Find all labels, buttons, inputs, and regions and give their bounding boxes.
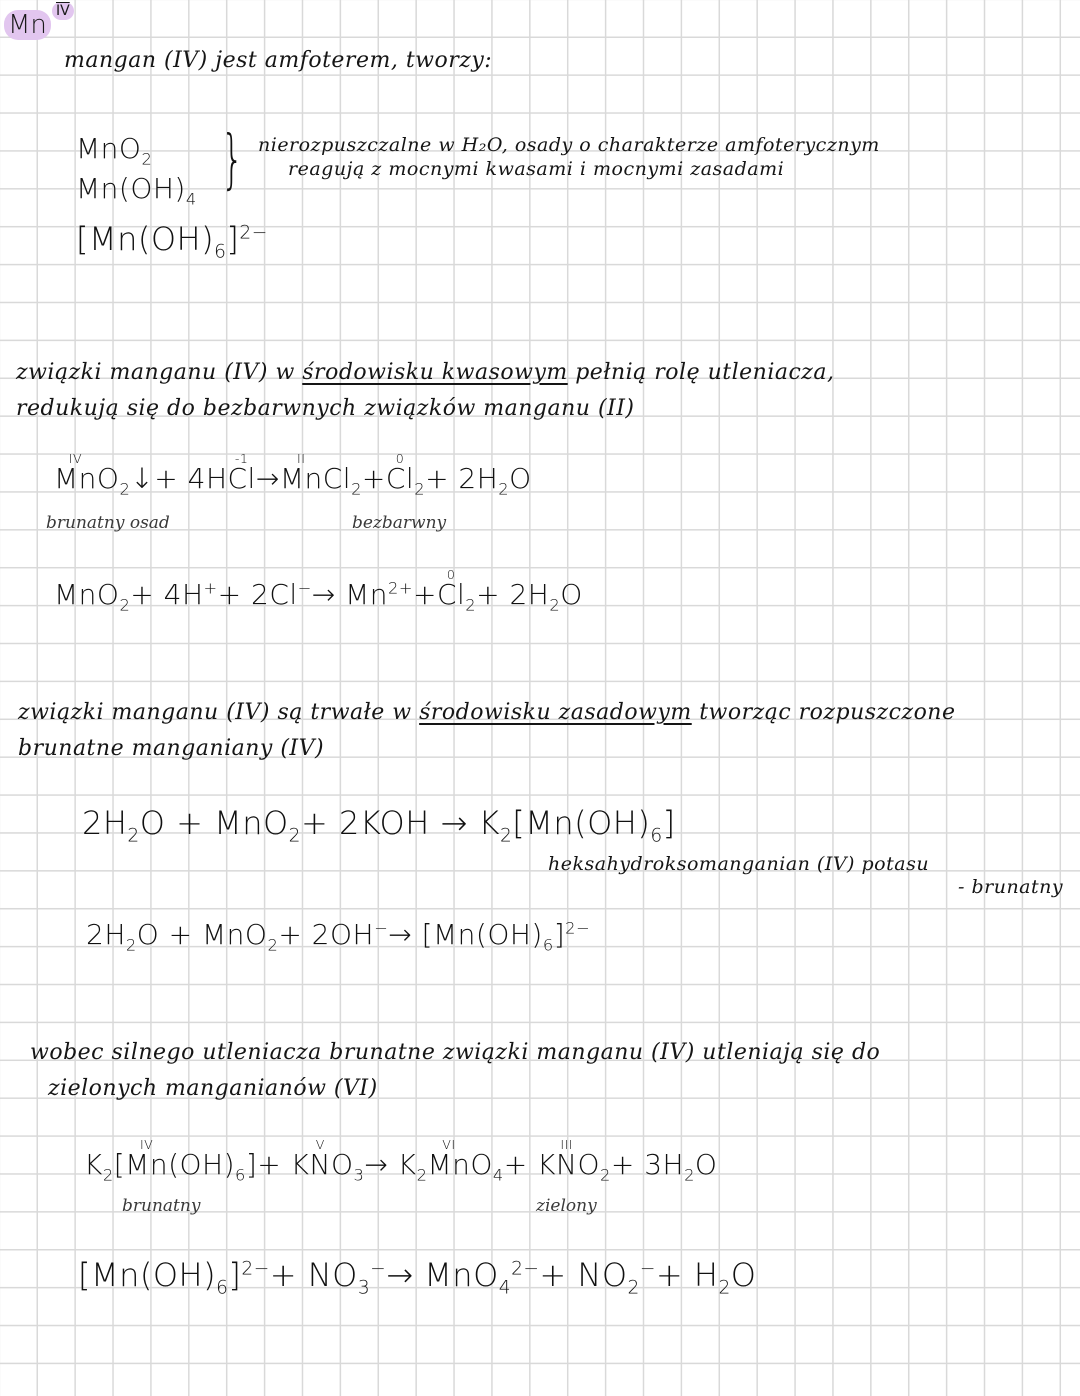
- note-zielony: zielony: [536, 1196, 597, 1216]
- formula-text: Mn(OH): [76, 172, 186, 205]
- subscript: 2: [119, 479, 131, 499]
- oxidation-state-label: IV: [68, 450, 83, 466]
- formula-text: +: [361, 462, 386, 495]
- formula-text: (OH): [168, 1148, 236, 1181]
- subscript: 6: [216, 1277, 229, 1299]
- formula-text: → [Mn(OH): [388, 918, 543, 951]
- subscript: 2: [549, 595, 561, 615]
- formula-text: ]: [662, 804, 676, 842]
- formula-text: → Mn: [311, 578, 389, 611]
- oxidation-state-label: II: [297, 450, 306, 466]
- oxidation-line2: zielonych manganianów (VI): [48, 1076, 378, 1101]
- formula-text: O: [96, 462, 120, 495]
- superscript: 2−: [511, 1258, 540, 1280]
- formula-text: O: [577, 1148, 600, 1181]
- subscript: 3: [353, 1165, 365, 1185]
- subscript: 2: [351, 479, 362, 499]
- note-potassium-hexahydroxomanganate: heksahydroksomanganian (IV) potasu: [548, 853, 930, 875]
- subscript: 4: [492, 1165, 504, 1185]
- formula-text: → K: [364, 1148, 417, 1181]
- formula-text: + K: [503, 1148, 556, 1181]
- oxidation-state-label: III: [560, 1136, 574, 1152]
- acidic-equation-ionic: [54, 566, 583, 615]
- formula-text: [Mn(OH): [78, 1256, 217, 1294]
- subscript: 2: [599, 1165, 611, 1185]
- curly-brace-icon: }: [221, 123, 244, 197]
- formula-text: [Mn(OH): [76, 220, 215, 258]
- formula-text: + H: [655, 1256, 719, 1294]
- formula-text: + 4H: [154, 462, 228, 495]
- subscript: 2: [684, 1165, 695, 1185]
- title-oxidation-state: $\overline{IV}$: [52, 2, 74, 20]
- oxidation-state-label: -1: [234, 450, 249, 466]
- subscript: 6: [542, 935, 554, 955]
- basic-line1: związki manganu (IV) są trwałe w środowisku zasadowym tworząc rozpuszczone: [18, 700, 956, 725]
- superscript: −: [374, 918, 389, 938]
- formula-text: → MnO: [386, 1256, 499, 1294]
- formula-text: O + MnO: [139, 804, 289, 842]
- superscript: −: [370, 1258, 387, 1280]
- subscript: 4: [185, 189, 197, 209]
- page-title: [4, 3, 70, 40]
- compound-mno2: [76, 132, 152, 169]
- subscript: 2: [288, 825, 301, 847]
- formula-text: MnO: [76, 132, 142, 165]
- element-with-oxidation-state: Mn IV: [125, 1136, 169, 1181]
- superscript: 2−: [239, 222, 268, 244]
- superscript: −: [639, 1258, 656, 1280]
- subscript: 2: [267, 935, 279, 955]
- element-with-oxidation-state: N V: [309, 1136, 331, 1181]
- superscript: 2−: [241, 1258, 270, 1280]
- superscript: −: [297, 578, 312, 598]
- title-symbol: Mn: [4, 10, 51, 40]
- acidic-underlined-term: środowisku kwasowym: [302, 360, 568, 385]
- element-with-oxidation-state: Cl 0: [385, 450, 415, 495]
- subscript: 2: [414, 479, 426, 499]
- subscript: 2: [499, 825, 513, 847]
- note-bezbarwny: bezbarwny: [352, 513, 447, 533]
- subscript: 2: [141, 149, 153, 169]
- superscript: +: [203, 578, 218, 598]
- acidic-line1: związki manganu (IV) w środowisku kwasowym pełnią rolę utleniacza,: [16, 360, 835, 385]
- oxidation-equation-ionic: [78, 1256, 756, 1298]
- oxidation-state-label: VI: [442, 1136, 456, 1152]
- brace-note-line2: reagują z mocnymi kwasami i mocnymi zasadami: [288, 158, 785, 180]
- basic-equation-ionic: [86, 918, 590, 955]
- formula-text: O: [509, 462, 532, 495]
- subscript: 6: [235, 1165, 246, 1185]
- subscript: 4: [498, 1277, 512, 1299]
- formula-text: [: [113, 1148, 126, 1181]
- formula-text: ]: [245, 1148, 258, 1181]
- formula-text: [Mn(OH): [512, 804, 651, 842]
- element-with-oxidation-state: Cl 0: [436, 566, 466, 611]
- subscript: 3: [357, 1277, 371, 1299]
- subscript: 2: [127, 825, 140, 847]
- formula-text: Cl: [322, 462, 352, 495]
- formula-text: O + MnO: [136, 918, 268, 951]
- superscript: 2−: [565, 918, 591, 938]
- subscript: 2: [498, 479, 510, 499]
- brace-note-line1: nierozpuszczalne w H₂O, osady o charakterze amfoterycznym: [258, 134, 880, 156]
- formula-text: + NO: [269, 1256, 358, 1294]
- subscript: 6: [650, 825, 663, 847]
- formula-text: +: [412, 578, 437, 611]
- formula-text: ]: [553, 918, 566, 951]
- note-brunatny-basic: - brunatny: [958, 876, 1064, 898]
- formula-text: MnO: [54, 578, 120, 611]
- subscript: 2: [627, 1277, 640, 1299]
- oxidation-state-label: 0: [446, 566, 456, 582]
- subscript: 2: [102, 1165, 114, 1185]
- oxidation-line1: wobec silnego utleniacza brunatne związki manganu (IV) utleniają się do: [30, 1040, 881, 1065]
- formula-text: O: [694, 1148, 718, 1181]
- basic-equation-molecular: [82, 804, 676, 846]
- formula-text: 2H: [82, 804, 128, 842]
- element-with-oxidation-state: N III: [555, 1136, 578, 1181]
- formula-text: O: [330, 1148, 354, 1181]
- superscript: 2+: [388, 578, 413, 598]
- formula-text: + K: [257, 1148, 310, 1181]
- subscript: 2: [416, 1165, 428, 1185]
- compound-mnoh6-ion: [76, 220, 268, 262]
- subscript: 6: [214, 241, 227, 263]
- formula-text: →: [255, 462, 280, 495]
- formula-text: + 2H: [425, 462, 499, 495]
- oxidation-equation-molecular: [84, 1136, 718, 1185]
- note-brunatny-osad: brunatny osad: [46, 513, 170, 533]
- note-brunatny-oxidation: brunatny: [122, 1196, 201, 1216]
- subscript: 2: [125, 935, 137, 955]
- formula-text: 2H: [86, 918, 126, 951]
- compound-mnoh4: [76, 172, 197, 209]
- subscript: 2: [718, 1277, 731, 1299]
- formula-text: + 2Cl: [217, 578, 298, 611]
- element-with-oxidation-state: Mn VI: [427, 1136, 471, 1181]
- subscript: 2: [119, 595, 131, 615]
- intro-text: mangan (IV) jest amfoterem, tworzy:: [64, 48, 493, 73]
- formula-text: + 2OH: [278, 918, 375, 951]
- formula-text: + NO: [539, 1256, 628, 1294]
- element-with-oxidation-state: Mn IV: [54, 450, 97, 495]
- element-with-oxidation-state: Cl -1: [227, 450, 256, 495]
- acidic-equation-molecular: [54, 450, 532, 499]
- formula-text: O: [560, 578, 583, 611]
- formula-text: + 4H: [130, 578, 204, 611]
- oxidation-state-label: IV: [139, 1136, 154, 1152]
- formula-text: ]: [228, 1256, 242, 1294]
- basic-line2: brunatne manganiany (IV): [18, 736, 325, 761]
- formula-text: ]: [226, 220, 240, 258]
- formula-text: O: [730, 1256, 757, 1294]
- formula-text: + 3H: [610, 1148, 685, 1181]
- formula-text: K: [84, 1148, 103, 1181]
- formula-text: + 2H: [476, 578, 550, 611]
- basic-underlined-term: środowisku zasadowym: [419, 700, 692, 725]
- formula-text: ↓: [130, 462, 155, 495]
- formula-text: + 2KOH → K: [300, 804, 500, 842]
- subscript: 2: [465, 595, 477, 615]
- oxidation-state-label: 0: [395, 450, 405, 466]
- acidic-line2: redukują się do bezbarwnych związków manganu (II): [16, 396, 635, 421]
- formula-text: O: [470, 1148, 493, 1181]
- oxidation-state-label: V: [315, 1136, 325, 1152]
- element-with-oxidation-state: Mn II: [279, 450, 323, 495]
